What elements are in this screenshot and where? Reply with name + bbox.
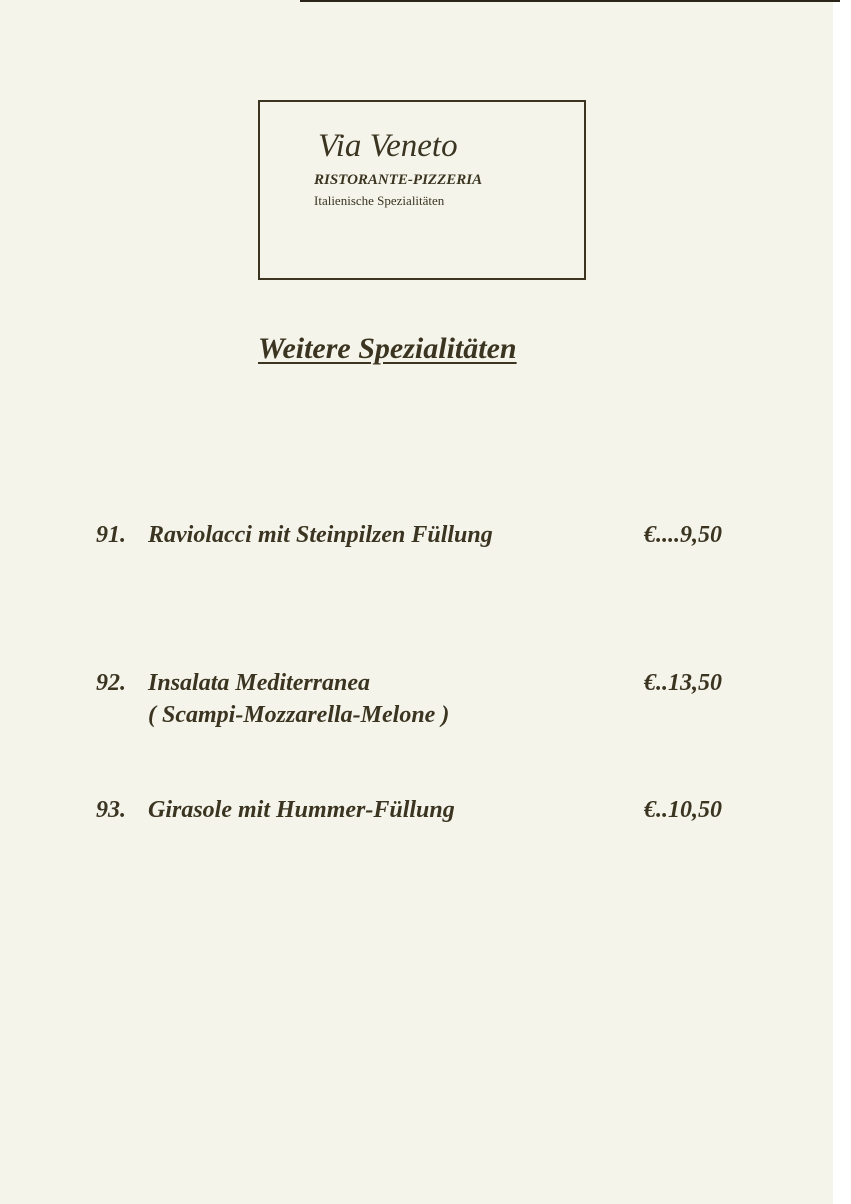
item-name: Insalata Mediterranea xyxy=(148,670,371,696)
section-title: Weitere Spezialitäten xyxy=(258,332,517,365)
item-number: 91. xyxy=(96,522,126,548)
item-number: 93. xyxy=(96,797,126,823)
item-price: €..13,50 xyxy=(644,670,722,696)
page-edge xyxy=(833,0,851,1204)
restaurant-header-box xyxy=(258,100,586,280)
restaurant-name: Via Veneto xyxy=(318,128,458,164)
item-price: €....9,50 xyxy=(644,522,722,548)
restaurant-tagline: Italienische Spezialitäten xyxy=(314,193,445,208)
item-price: €..10,50 xyxy=(644,797,722,823)
restaurant-type: RISTORANTE-PIZZERIA xyxy=(314,172,483,188)
item-name: Raviolacci mit Steinpilzen Füllung xyxy=(148,522,493,548)
item-description: ( Scampi-Mozzarella-Melone ) xyxy=(148,702,450,728)
scan-edge-line xyxy=(300,0,840,2)
item-name: Girasole mit Hummer-Füllung xyxy=(148,797,455,823)
item-number: 92. xyxy=(96,670,126,696)
